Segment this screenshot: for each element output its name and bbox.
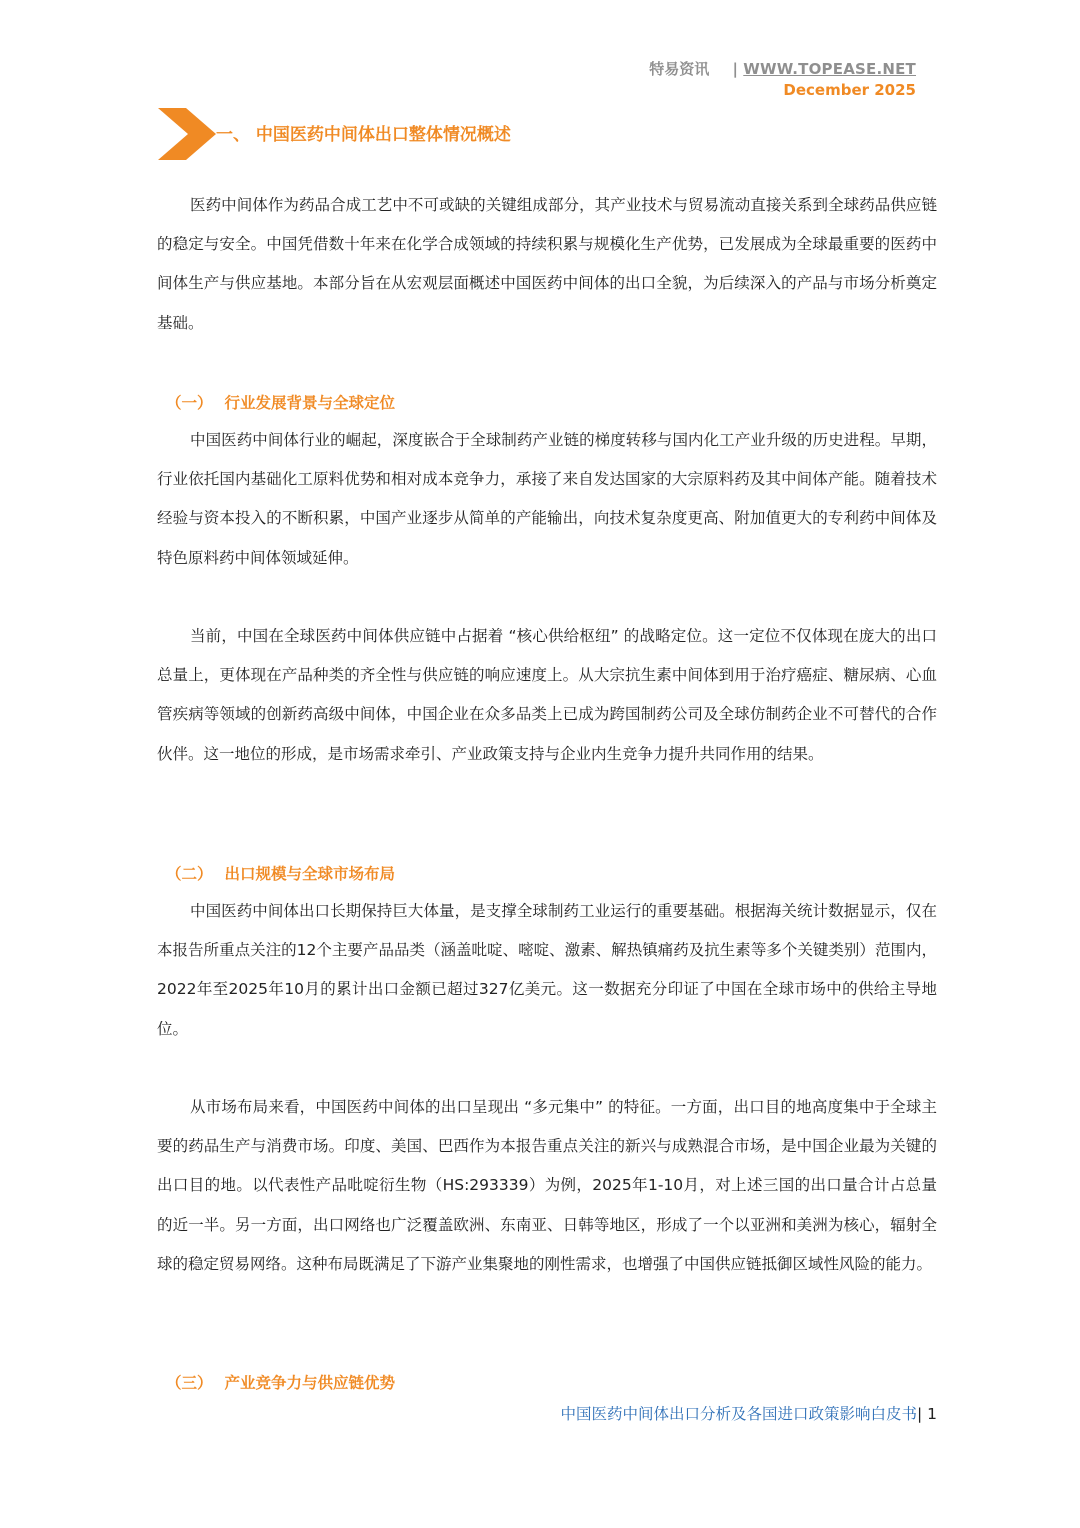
subsection-title: 产业竞争力与供应链优势 — [224, 1374, 396, 1392]
subsection-title: 出口规模与全球市场布局 — [224, 865, 396, 883]
subsection-heading-1 — [166, 391, 395, 413]
paragraph-1-2: 当前，中国在全球医药中间体供应链中占据着 “核心供给枢纽” 的战略定位。这一定位不仅体现在庞大的出口总量上，更体现在产品种类的齐全性与供应链的响应速度上。从大宗抗生素中间体到用于治疗癌症、糖尿病、心血管疾病等领域的创新药高级中间体，中国企业在众多品类上已成为跨国制药公司及全球仿制药企业不可替代的合作伙伴。这一地位的形成，是市场需求牵引、产业政策支持与企业内生竞争力提升共同作用的结果。 — [157, 627, 937, 763]
paragraph-2-2: 从市场布局来看，中国医药中间体的出口呈现出 “多元集中” 的特征。一方面，出口目的地高度集中于全球主要的药品生产与消费市场。印度、美国、巴西作为本报告重点关注的新兴与成熟混合市场，是中国企业最为关键的出口目的地。以代表性产品吡啶衍生物（HS:293339）为例，2025年1-10月，对上述三国的出口量合计占总量的近一半。另一方面，出口网络也广泛覆盖欧洲、东南亚、日韩等地区，形成了一个以亚洲和美洲为核心，辐射全球的稳定贸易网络。这种布局既满足了下游产业集聚地的刚性需求，也增强了中国供应链抵御区域性风险的能力。 — [157, 1098, 937, 1273]
intro-paragraph: 医药中间体作为药品合成工艺中不可或缺的关键组成部分，其产业技术与贸易流动直接关系到全球药品供应链的稳定与安全。中国凭借数十年来在化学合成领域的持续积累与规模化生产优势，已发展成为全球最重要的医药中间体生产与供应基地。本部分旨在从宏观层面概述中国医药中间体的出口全貌，为后续深入的产品与市场分析奠定基础。 — [157, 196, 937, 332]
subsection-number: （三） — [166, 1374, 213, 1392]
subsection-title: 行业发展背景与全球定位 — [224, 394, 396, 412]
section-title: 一、 中国医药中间体出口整体情况概述 — [216, 125, 511, 145]
subsection-number: （一） — [166, 394, 213, 412]
brand-header — [600, 58, 916, 79]
subsection-heading-3 — [166, 1371, 395, 1393]
footer-separator: | — [916, 1405, 923, 1423]
brand-separator: | — [732, 60, 739, 78]
website-link[interactable]: WWW.TOPEASE.NET — [743, 60, 916, 78]
paragraph-1-1: 中国医药中间体行业的崛起，深度嵌合于全球制药产业链的梯度转移与国内化工产业升级的历史进程。早期，行业依托国内基础化工原料优势和相对成本竞争力，承接了来自发达国家的大宗原料药及其中间体产能。随着技术经验与资本投入的不断积累，中国产业逐步从简单的产能输出，向技术复杂度更高、附加值更大的专利药中间体及特色原料药中间体领域延伸。 — [157, 431, 937, 567]
report-date: December 2025 — [783, 81, 916, 99]
chevron-arrow-icon — [158, 108, 218, 160]
page-number: 1 — [927, 1405, 937, 1423]
paragraph-2-1: 中国医药中间体出口长期保持巨大体量，是支撑全球制药工业运行的重要基础。根据海关统计数据显示，仅在本报告所重点关注的12个主要产品品类（涵盖吡啶、嘧啶、激素、解热镇痛药及抗生素等多个关键类别）范围内，2022年至2025年10月的累计出口金额已超过327亿美元。这一数据充分印证了中国在全球市场中的供给主导地位。 — [157, 902, 937, 1038]
page-footer — [520, 1402, 937, 1424]
brand-name: 特易资讯 — [649, 60, 710, 78]
subsection-number: （二） — [166, 865, 213, 883]
subsection-heading-2 — [166, 862, 395, 884]
footer-report-title: 中国医药中间体出口分析及各国进口政策影响白皮书 — [560, 1405, 917, 1423]
